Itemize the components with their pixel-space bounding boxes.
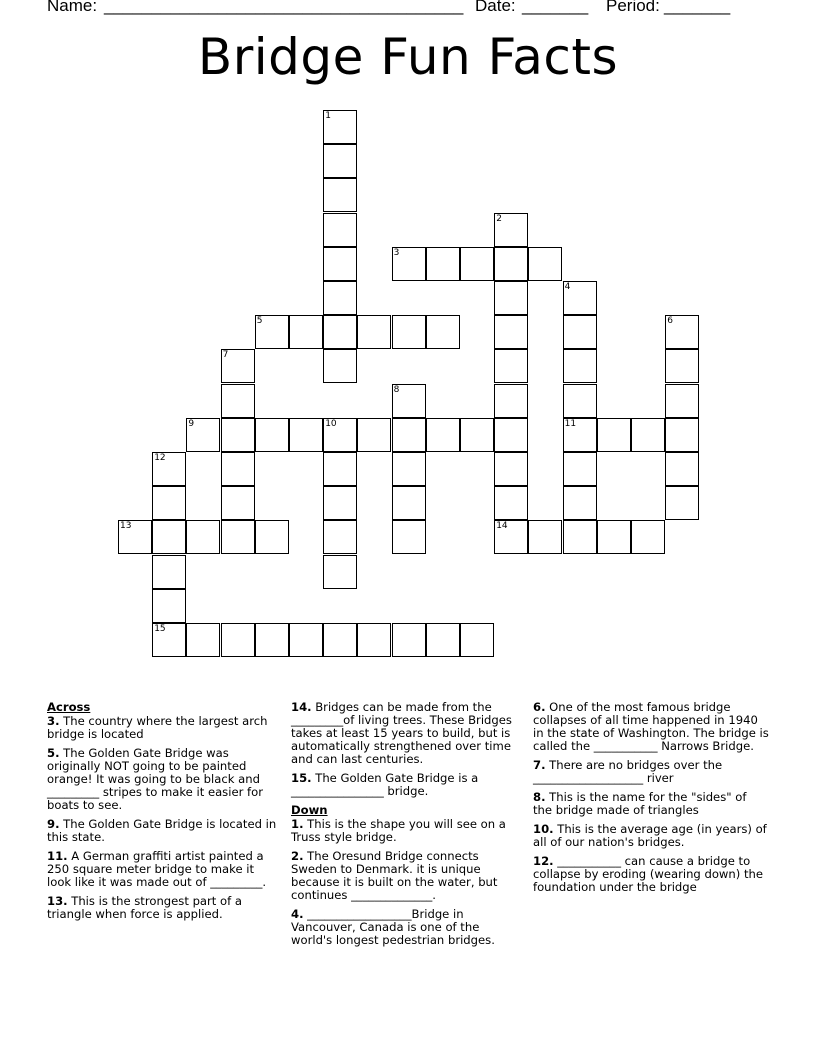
clue-item-text: __________________Bridge in Vancouver, Canada is one of the world's longest pedestrian bridges. bbox=[291, 907, 495, 947]
grid-cell[interactable] bbox=[597, 520, 631, 554]
grid-cell[interactable] bbox=[221, 486, 255, 520]
grid-cell[interactable] bbox=[186, 520, 220, 554]
clue-item bbox=[47, 747, 279, 812]
clue-item-number: 9. bbox=[47, 817, 60, 831]
grid-cell[interactable] bbox=[152, 555, 186, 589]
clue-item-text: One of the most famous bridge collapses of all time happened in 1940 in the state of Washington. The bridge is called the ___________ Narrows Bridge. bbox=[533, 700, 769, 753]
grid-cell[interactable] bbox=[323, 520, 357, 554]
clue-number: 3 bbox=[393, 247, 400, 258]
clues-column-1 bbox=[47, 701, 279, 927]
clue-item-number: 12. bbox=[533, 854, 554, 868]
clue-item bbox=[533, 759, 769, 785]
clue-item-number: 8. bbox=[533, 790, 546, 804]
grid-cell[interactable] bbox=[255, 520, 289, 554]
clue-item bbox=[47, 895, 279, 921]
clue-item bbox=[533, 701, 769, 753]
grid-cell[interactable] bbox=[494, 213, 528, 247]
grid-cell[interactable] bbox=[392, 418, 426, 452]
grid-cell[interactable] bbox=[255, 315, 289, 349]
grid-cell[interactable] bbox=[289, 418, 323, 452]
grid-cell[interactable] bbox=[494, 452, 528, 486]
grid-cell[interactable] bbox=[323, 178, 357, 212]
grid-cell[interactable] bbox=[494, 520, 528, 554]
grid-cell[interactable] bbox=[392, 384, 426, 418]
clue-item bbox=[291, 850, 519, 902]
clue-item-text: The Oresund Bridge connects Sweden to Denmark. it is unique because it is built on the water, but continues ______________. bbox=[291, 849, 498, 902]
grid-cell[interactable] bbox=[563, 384, 597, 418]
clue-item-number: 5. bbox=[47, 746, 60, 760]
grid-cell[interactable] bbox=[631, 520, 665, 554]
grid-cell[interactable] bbox=[152, 520, 186, 554]
clue-item bbox=[291, 701, 519, 766]
clue-item bbox=[47, 818, 279, 844]
period-field[interactable]: _______ bbox=[664, 0, 731, 15]
grid-cell[interactable] bbox=[392, 247, 426, 281]
clue-item-number: 3. bbox=[47, 714, 60, 728]
grid-cell[interactable] bbox=[494, 418, 528, 452]
clue-item-number: 10. bbox=[533, 822, 554, 836]
grid-cell[interactable] bbox=[221, 623, 255, 657]
grid-cell[interactable] bbox=[665, 315, 699, 349]
grid-cell[interactable] bbox=[460, 418, 494, 452]
clue-item-number: 1. bbox=[291, 817, 304, 831]
name-label: Name: bbox=[47, 0, 98, 15]
grid-cell[interactable] bbox=[494, 315, 528, 349]
grid-cell[interactable] bbox=[221, 418, 255, 452]
grid-cell[interactable] bbox=[323, 486, 357, 520]
grid-cell[interactable] bbox=[152, 623, 186, 657]
clue-item bbox=[533, 855, 769, 894]
grid-cell[interactable] bbox=[494, 349, 528, 383]
grid-cell[interactable] bbox=[392, 486, 426, 520]
grid-cell[interactable] bbox=[323, 349, 357, 383]
grid-cell[interactable] bbox=[323, 555, 357, 589]
grid-cell[interactable] bbox=[255, 623, 289, 657]
grid-cell[interactable] bbox=[186, 418, 220, 452]
clue-item-text: There are no bridges over the ___________________ river bbox=[533, 758, 723, 785]
clue-item-text: The Golden Gate Bridge was originally NOT going to be painted orange! It was going to be black and _________ stripes to make it easier for boats to see. bbox=[47, 746, 263, 812]
grid-cell[interactable] bbox=[563, 486, 597, 520]
clue-number: 13 bbox=[120, 521, 132, 532]
period-label: Period: bbox=[606, 0, 660, 15]
grid-cell[interactable] bbox=[289, 315, 323, 349]
grid-cell[interactable] bbox=[221, 349, 255, 383]
page-title: Bridge Fun Facts bbox=[197, 28, 619, 86]
grid-cell[interactable] bbox=[357, 418, 391, 452]
grid-cell[interactable] bbox=[563, 349, 597, 383]
clue-item bbox=[47, 715, 279, 741]
grid-cell[interactable] bbox=[152, 589, 186, 623]
grid-cell[interactable] bbox=[289, 623, 323, 657]
clue-item bbox=[47, 850, 279, 889]
grid-cell[interactable] bbox=[665, 452, 699, 486]
grid-cell[interactable] bbox=[665, 486, 699, 520]
grid-cell[interactable] bbox=[255, 418, 289, 452]
grid-cell[interactable] bbox=[392, 623, 426, 657]
clue-item-text: ___________ can cause a bridge to collapse by eroding (wearing down) the foundation under the bridge bbox=[533, 854, 763, 894]
clue-item-text: The country where the largest arch bridge is located bbox=[47, 714, 268, 741]
grid-cell[interactable] bbox=[323, 315, 357, 349]
date-field[interactable]: _______ bbox=[522, 0, 589, 15]
clue-number: 5 bbox=[256, 316, 263, 327]
grid-cell[interactable] bbox=[221, 452, 255, 486]
clue-item-number: 15. bbox=[291, 771, 312, 785]
across-heading: Across bbox=[47, 700, 91, 714]
grid-cell[interactable] bbox=[494, 486, 528, 520]
clue-number: 15 bbox=[154, 624, 166, 634]
clue-number: 12 bbox=[154, 453, 166, 463]
clue-item-number: 13. bbox=[47, 894, 68, 908]
down-heading: Down bbox=[291, 803, 328, 817]
clue-item-number: 7. bbox=[533, 758, 546, 772]
grid-cell[interactable] bbox=[323, 110, 357, 144]
clue-item bbox=[533, 823, 769, 849]
grid-cell[interactable] bbox=[357, 623, 391, 657]
clue-item-number: 2. bbox=[291, 849, 304, 863]
grid-cell[interactable] bbox=[631, 418, 665, 452]
grid-cell[interactable] bbox=[323, 281, 357, 315]
clue-item-number: 11. bbox=[47, 849, 68, 863]
clue-item-text: This is the name for the "sides" of the bridge made of triangles bbox=[533, 790, 747, 817]
clue-item-text: This is the strongest part of a triangle when force is applied. bbox=[47, 894, 242, 921]
grid-cell[interactable] bbox=[563, 418, 597, 452]
grid-cell[interactable] bbox=[460, 623, 494, 657]
grid-cell[interactable] bbox=[597, 418, 631, 452]
grid-cell[interactable] bbox=[563, 315, 597, 349]
clue-item bbox=[291, 818, 519, 844]
grid-cell[interactable] bbox=[323, 247, 357, 281]
grid-cell[interactable] bbox=[392, 520, 426, 554]
clue-number: 9 bbox=[188, 418, 195, 429]
clue-number: 2 bbox=[496, 213, 502, 224]
grid-cell[interactable] bbox=[323, 418, 357, 452]
clue-number: 4 bbox=[564, 282, 571, 292]
grid-cell[interactable] bbox=[323, 623, 357, 657]
grid-cell[interactable] bbox=[323, 213, 357, 247]
grid-cell[interactable] bbox=[665, 384, 699, 418]
name-field[interactable]: ______________________________________ bbox=[104, 0, 464, 15]
clue-item bbox=[533, 791, 769, 817]
grid-cell[interactable] bbox=[426, 418, 460, 452]
grid-cell[interactable] bbox=[392, 315, 426, 349]
clue-item-text: This is the average age (in years) of all of our nation's bridges. bbox=[533, 822, 767, 849]
clues-column-2 bbox=[291, 701, 519, 953]
grid-cell[interactable] bbox=[528, 247, 562, 281]
grid-cell[interactable] bbox=[323, 144, 357, 178]
grid-cell[interactable] bbox=[494, 384, 528, 418]
grid-cell[interactable] bbox=[563, 452, 597, 486]
grid-cell[interactable] bbox=[426, 315, 460, 349]
grid-cell[interactable] bbox=[426, 247, 460, 281]
clue-item-number: 6. bbox=[533, 700, 546, 714]
grid-cell[interactable] bbox=[118, 520, 152, 554]
clue-number: 14 bbox=[496, 521, 508, 532]
grid-cell[interactable] bbox=[665, 349, 699, 383]
grid-cell[interactable] bbox=[221, 384, 255, 418]
grid-cell[interactable] bbox=[392, 452, 426, 486]
clue-item bbox=[291, 772, 519, 798]
clues-column-3 bbox=[533, 701, 769, 900]
grid-cell[interactable] bbox=[323, 452, 357, 486]
clue-number: 1 bbox=[325, 111, 331, 121]
grid-cell[interactable] bbox=[528, 520, 562, 554]
grid-cell[interactable] bbox=[186, 623, 220, 657]
clue-number: 11 bbox=[564, 418, 577, 429]
clue-number: 7 bbox=[222, 350, 229, 361]
clue-item-text: Bridges can be made from the _________of living trees. These Bridges takes at least 15 years to build, but is automatically strengthened over time and can last centuries. bbox=[291, 700, 512, 766]
grid-cell[interactable] bbox=[426, 623, 460, 657]
grid-cell[interactable] bbox=[357, 315, 391, 349]
grid-cell[interactable] bbox=[665, 418, 699, 452]
clue-item bbox=[291, 908, 519, 947]
grid-cell[interactable] bbox=[563, 281, 597, 315]
clue-item-text: This is the shape you will see on a Truss style bridge. bbox=[291, 817, 506, 844]
grid-cell[interactable] bbox=[152, 452, 186, 486]
clue-item-text: The Golden Gate Bridge is located in this state. bbox=[47, 817, 277, 844]
grid-cell[interactable] bbox=[494, 281, 528, 315]
grid-cell[interactable] bbox=[494, 247, 528, 281]
clue-number: 6 bbox=[667, 316, 673, 327]
grid-cell[interactable] bbox=[563, 520, 597, 554]
clue-number: 8 bbox=[393, 384, 400, 395]
clue-item-text: A German graffiti artist painted a 250 square meter bridge to make it look like it was made out of _________. bbox=[47, 849, 267, 889]
grid-cell[interactable] bbox=[460, 247, 494, 281]
clue-item-text: The Golden Gate Bridge is a ________________ bridge. bbox=[291, 771, 479, 798]
clue-number: 10 bbox=[325, 418, 337, 429]
clue-item-number: 4. bbox=[291, 907, 304, 921]
grid-cell[interactable] bbox=[221, 520, 255, 554]
date-label: Date: bbox=[475, 0, 516, 15]
clue-item-number: 14. bbox=[291, 700, 312, 714]
grid-cell[interactable] bbox=[152, 486, 186, 520]
